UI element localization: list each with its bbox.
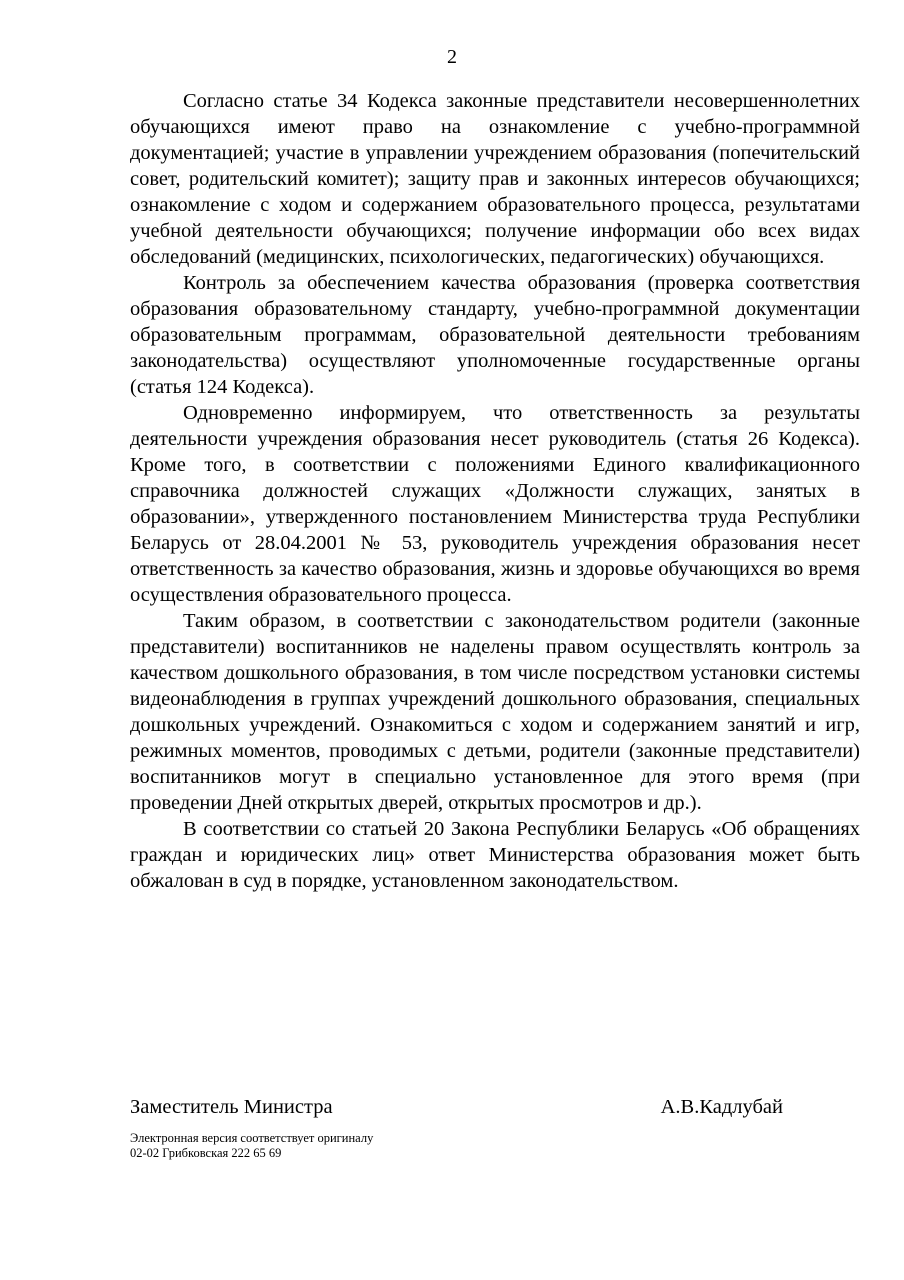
paragraph-director-responsibility: Одновременно информируем, что ответственность за результаты деятельности учреждения образования несет руководитель (статья 26 Кодекса). Кроме того, в соответствии с положениями Единого квалификационного справочника должностей служащих «Должности служащих, занятых в образовании», утвержденного постановлением Министерства труда Республики Беларусь от 28.04.2001 № 53, руководитель учреждения образования несет ответственность за качество образования, жизнь и здоровье обучающихся во время осуществления образовательного процесса. (130, 402, 860, 606)
executor-contact: 02-02 Грибковская 222 65 69 (130, 1146, 282, 1160)
signature-block (130, 1094, 783, 1120)
paragraph-video-surveillance: Таким образом, в соответствии с законодательством родители (законные представители) воспитанников не наделены правом осуществлять контроль за качеством дошкольного образования, в том числе посредством установки системы видеонаблюдения в группах учреждений дошкольного образования, специальных дошкольных учреждений. Ознакомиться с ходом и содержанием занятий и игр, режимных моментов, проводимых с детьми, родители (законные представители) воспитанников могут в специально установленное для этого время (при проведении Дней открытых дверей, открытых просмотров и др.). (130, 610, 860, 814)
paragraph-parents-rights: Согласно статье 34 Кодекса законные представители несовершеннолетних обучающихся имеют право на ознакомление с учебно-программной документацией; участие в управлении учреждением образования (попечительский совет, родительский комитет); защиту прав и законных интересов обучающихся; ознакомление с ходом и содержанием образовательного процесса, результатами учебной деятельности обучающихся; получение информации обо всех видах обследований (медицинских, психологических, педагогических) обучающихся. (130, 90, 860, 268)
paragraph-quality-control: Контроль за обеспечением качества образования (проверка соответствия образования образовательному стандарту, учебно-программной документации образовательным программам, образовательной деятельности требованиям законодательства) осуществляют уполномоченные государственные органы (статья 124 Кодекса). (130, 272, 860, 398)
electronic-version-note: Электронная версия соответствует оригиналу (130, 1131, 374, 1145)
paragraph-appeal: В соответствии со статьей 20 Закона Республики Беларусь «Об обращениях граждан и юридических лиц» ответ Министерства образования может быть обжалован в суд в порядке, установленном законодательством. (130, 818, 860, 892)
signatory-position: Заместитель Министра (130, 1096, 333, 1118)
footer-note (130, 1131, 373, 1161)
letter-body (130, 88, 860, 894)
signatory-name: А.В.Кадлубай (660, 1096, 783, 1118)
page-number: 2 (447, 46, 457, 68)
